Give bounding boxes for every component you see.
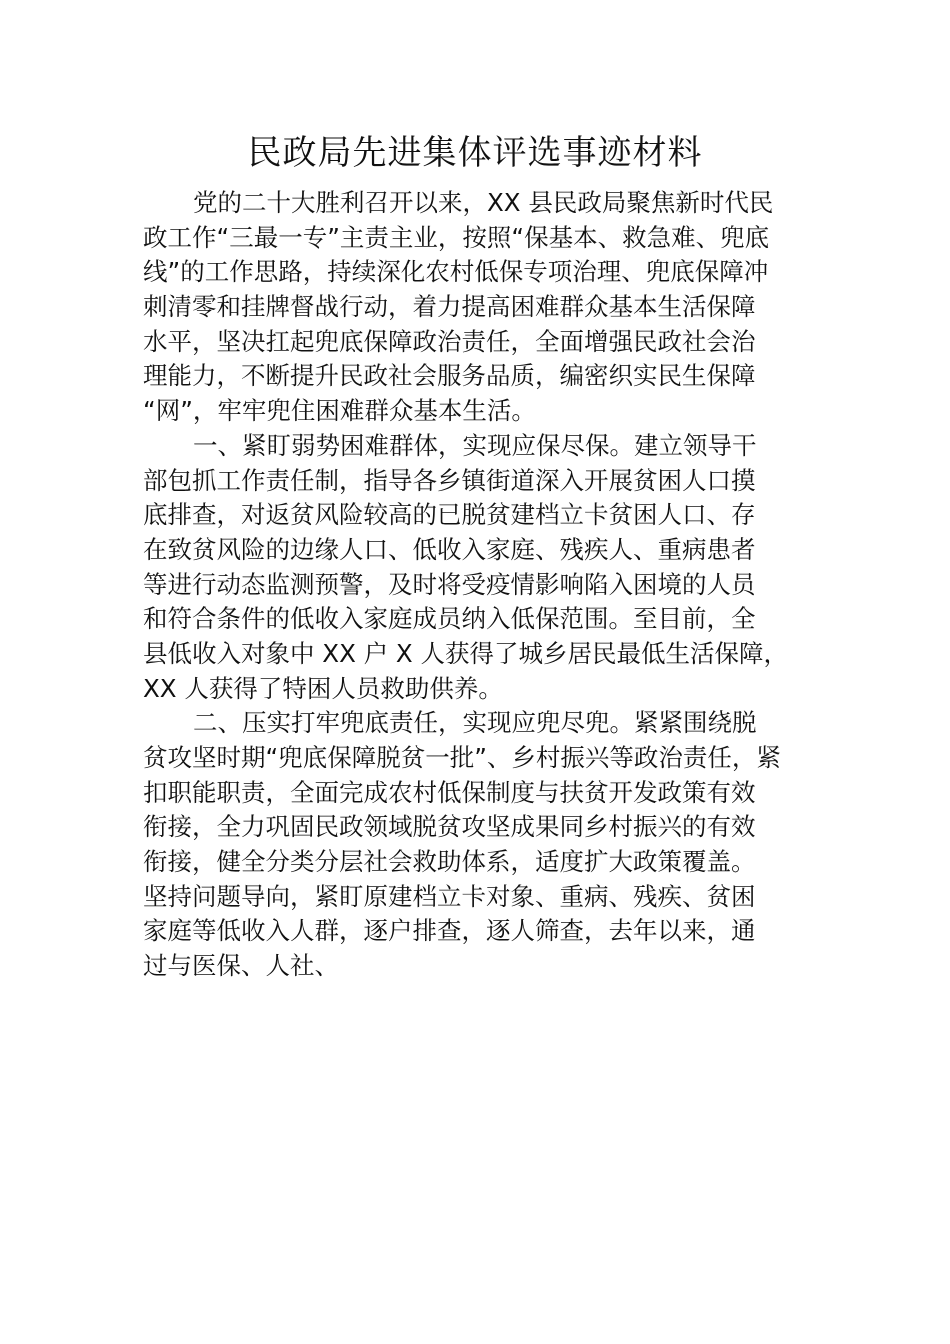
paragraph-3-line: 坚持问题导向，紧盯原建档立卡对象、重病、残疾、贫困 (143, 881, 756, 911)
paragraph-2-line: XX 人获得了特困人员救助供养。 (143, 673, 503, 703)
paragraph-3-line: 扣职能职责，全面完成农村低保制度与扶贫开发政策有效 (143, 777, 756, 807)
paragraph-1-line: “网”，牢牢兜住困难群众基本生活。 (143, 396, 536, 426)
paragraph-3-line: 贫攻坚时期“兜底保障脱贫一批”、乡村振兴等政治责任，紧 (143, 743, 781, 772)
paragraph-1-line: 理能力，不断提升民政社会服务品质，编密织实民生保障 (143, 361, 756, 391)
paragraph-1-line: 刺清零和挂牌督战行动，着力提高困难群众基本生活保障 (143, 292, 756, 322)
paragraph-1-line: 政工作“三最一专”主责主业，按照“保基本、救急难、兜底 (143, 222, 770, 252)
paragraph-3-line: 衔接，健全分类分层社会救助体系，适度扩大政策覆盖。 (143, 847, 756, 877)
paragraph-2-line: 和符合条件的低收入家庭成员纳入低保范围。至目前，全 (143, 604, 756, 634)
paragraph-3-line: 二、压实打牢兜底责任，实现应兜尽兜。紧紧围绕脱 (193, 708, 757, 738)
paragraph-2-line: 部包抓工作责任制，指导各乡镇街道深入开展贫困人口摸 (143, 465, 756, 495)
paragraph-1-line: 线”的工作思路，持续深化农村低保专项治理、兜底保障冲 (143, 257, 769, 287)
paragraph-2-line: 底排查，对返贫风险较高的已脱贫建档立卡贫困人口、存 (143, 500, 756, 530)
paragraph-3-line: 家庭等低收入人群，逐户排查，逐人筛查，去年以来，通 (143, 916, 756, 946)
paragraph-3-line: 衔接，全力巩固民政领域脱贫攻坚成果同乡村振兴的有效 (143, 812, 756, 842)
document-body (143, 186, 833, 984)
paragraph-2-line: 在致贫风险的边缘人口、低收入家庭、残疾人、重病患者 (143, 534, 756, 564)
paragraph-2-line: 一、紧盯弱势困难群体，实现应保尽保。建立领导干 (193, 430, 757, 460)
paragraph-1-line: 党的二十大胜利召开以来，XX 县民政局聚焦新时代民 (193, 188, 774, 217)
paragraph-2-line: 县低收入对象中 XX 户 X 人获得了城乡居民最低生活保障， (143, 638, 789, 668)
paragraph-1-line: 水平，坚决扛起兜底保障政治责任，全面增强民政社会治 (143, 326, 756, 356)
document-title: 民政局先进集体评选事迹材料 (247, 133, 703, 173)
paragraph-2-line: 等进行动态监测预警，及时将受疫情影响陷入困境的人员 (143, 569, 756, 599)
paragraph-3-line: 过与医保、人社、 (143, 951, 339, 981)
